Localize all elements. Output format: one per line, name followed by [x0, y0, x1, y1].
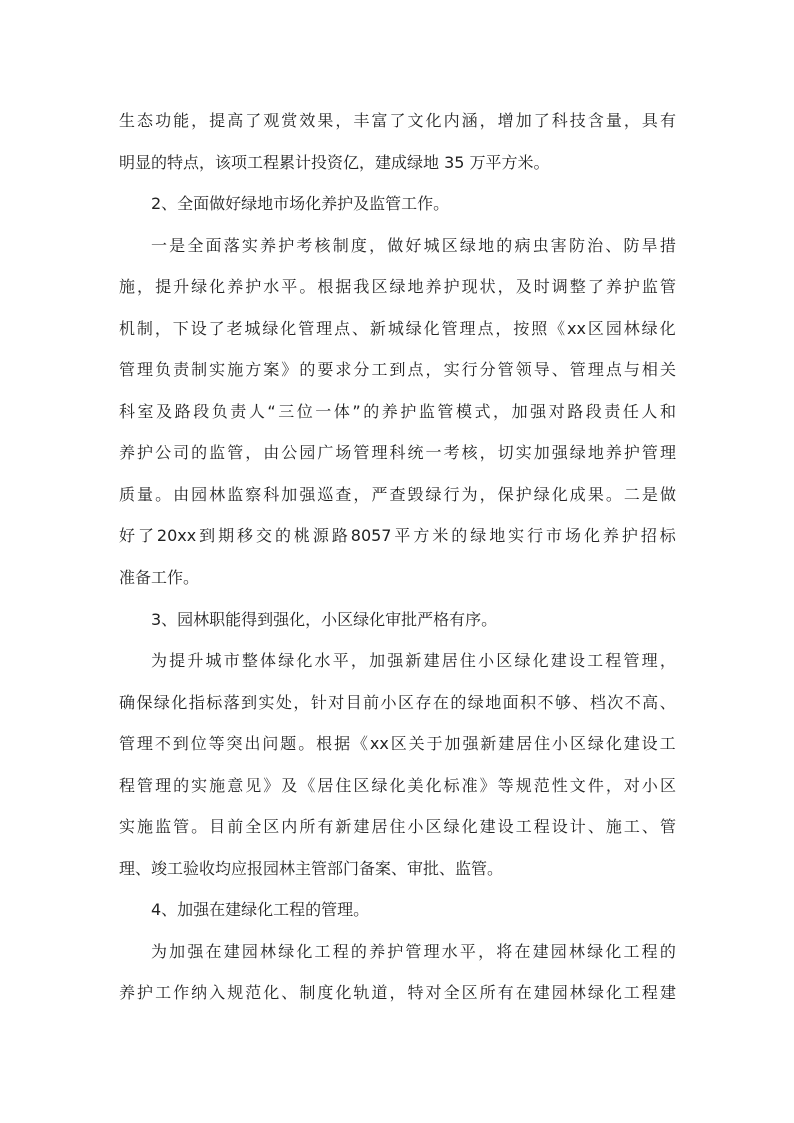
text-line: 一 是 全 面 落 实 养 护 考 核 制 度 ， 做 好 城 区 绿 地 的 病 虫 害 防 治 、 防 旱 措: [151, 235, 676, 255]
body-text: [119, 100, 676, 1014]
text-line: 实 施 监 管 。 目 前 全 区 内 所 有 新 建 居 住 小 区 绿 化 建 设 工 程 设 计 、 施 工 、 管: [119, 817, 676, 837]
text-line: 2、全面做好绿地市场化养护及监管工作。: [151, 194, 450, 214]
text-line: 明显的特点，该项工程累计投资亿，建成绿地 35 万平方米。: [119, 152, 550, 172]
text-line: 理、竣工验收均应报园林主管部门备案、审批、监管。: [119, 858, 504, 878]
text-line: 生 态 功 能 ， 提 高 了 观 赏 效 果 ， 丰 富 了 文 化 内 涵 ， 增 加 了 科 技 含 量 ， 具 有: [119, 111, 676, 130]
text-line: 养 护 公 司 的 监 管 ， 由 公 园 广 场 管 理 科 统 一 考 核 ， 切 实 加 强 绿 地 养 护 管 理: [119, 443, 676, 463]
text-line: 管 理 负 责 制 实 施 方 案 》 的 要 求 分 工 到 点 ， 实 行 分 管 领 导 、 管 理 点 与 相 关: [119, 360, 676, 380]
text-line: 为 加 强 在 建 园 林 绿 化 工 程 的 养 护 管 理 水 平 ， 将 在 建 园 林 绿 化 工 程 的: [151, 941, 676, 961]
text-line: 好 了 20xx 到 期 移 交 的 桃 源 路 8057 平 方 米 的 绿 地 实 行 市 场 化 养 护 招 标: [119, 526, 676, 546]
text-line: 确 保 绿 化 指 标 落 到 实 处 ， 针 对 目 前 小 区 存 在 的 绿 地 面 积 不 够 、 档 次 不 高 、: [119, 692, 676, 712]
text-line: 质 量 。 由 园 林 监 察 科 加 强 巡 查 ， 严 查 毁 绿 行 为 ， 保 护 绿 化 成 果 。 二 是 做: [119, 484, 676, 504]
text-line: 科 室 及 路 段 负 责 人 “ 三 位 一 体 ” 的 养 护 监 管 模 式 ， 加 强 对 路 段 责 任 人 和: [119, 401, 676, 421]
text-line: 机 制 ， 下 设 了 老 城 绿 化 管 理 点 、 新 城 绿 化 管 理 点 ， 按 照 《 xx 区 园 林 绿 化: [119, 318, 676, 338]
text-line: 为 提 升 城 市 整 体 绿 化 水 平 ， 加 强 新 建 居 住 小 区 绿 化 建 设 工 程 管 理 ，: [151, 651, 676, 671]
text-line: 施 ， 提 升 绿 化 养 护 水 平 。 根 据 我 区 绿 地 养 护 现 状 ， 及 时 调 整 了 养 护 监 管: [119, 277, 676, 297]
text-line: 管 理 不 到 位 等 突 出 问 题 。 根 据 《 xx 区 关 于 加 强 新 建 居 住 小 区 绿 化 建 设 工: [119, 734, 676, 754]
text-line: 3、园林职能得到强化，小区绿化审批严格有序。: [151, 609, 498, 629]
text-line: 准备工作。: [119, 568, 200, 588]
text-line: 4、加强在建绿化工程的管理。: [151, 900, 370, 920]
text-line: 养 护 工 作 纳 入 规 范 化 、 制 度 化 轨 道 ， 特 对 全 区 所 有 在 建 园 林 绿 化 工 程 建: [119, 983, 676, 1003]
text-line: 程 管 理 的 实 施 意 见 》 及 《 居 住 区 绿 化 美 化 标 准 》 等 规 范 性 文 件 ， 对 小 区: [119, 775, 676, 795]
